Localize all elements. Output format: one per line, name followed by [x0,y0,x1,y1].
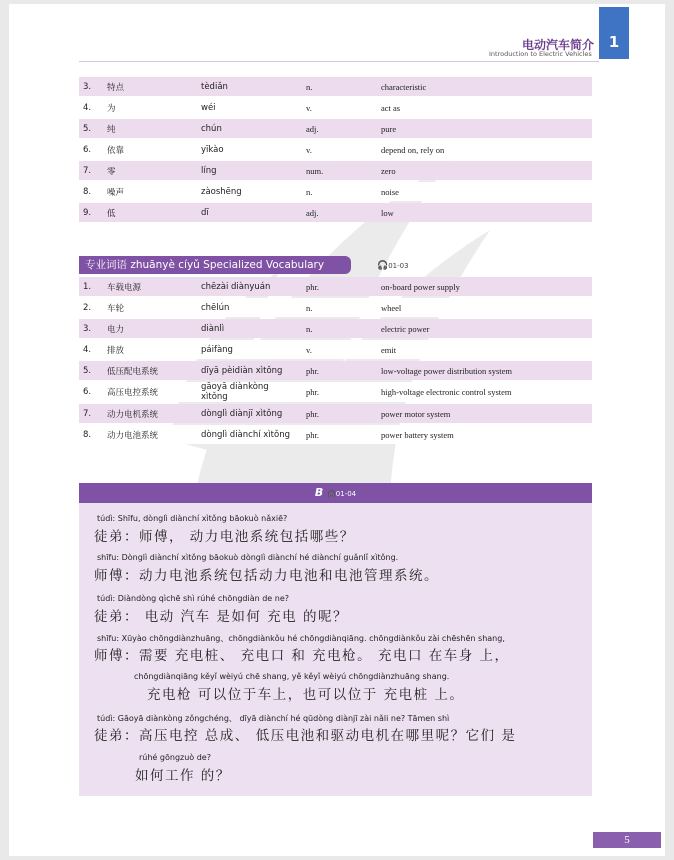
dialog-pinyin-line: rúhé gōngzuò de? [139,753,211,762]
vocab-row: 5. 纯 chún adj. pure [79,119,592,138]
vocab-row: 7. 零 líng num. zero [79,161,592,180]
dialog-chinese-line: 师傅：需要 充电桩、 充电口 和 充电枪。 充电口 在车身 上， [94,648,510,664]
vocab-row: 9. 低 dī adj. low [79,203,592,222]
dialog-chinese-line: 徒弟：师傅， 动力电池系统包括哪些？ [94,529,355,545]
vocab-row: 1. 车载电源 chēzài diànyuán phr. on-board power supply [79,277,592,296]
dialog-pinyin-line: shīfu: Xūyào chōngdiànzhuāng、chōngdiànkǒu hé chōngdiànqiāng. chōngdiànkǒu zài chēshēn shang, [97,634,505,643]
specialized-vocabulary-banner: 专业词语 zhuānyè cíyǔ Specialized Vocabulary [79,256,351,274]
headphones-icon: 🎧 [377,261,389,271]
vocab-row: 6. 依靠 yīkào v. depend on, rely on [79,140,592,159]
dialog-pinyin-line: túdì: Diàndòng qìchē shì rúhé chōngdiàn de ne? [97,594,290,603]
dialog-pinyin-line: túdì: Gāoyā diànkòng zǒngchéng、 dīyā diànchí hé qūdòng diànjī zài nǎli ne? Tāmen shì [97,714,450,723]
vocab-row: 2. 车轮 chēlún n. wheel [79,298,592,317]
vocab-row: 6. 高压电控系统 gāoyā diànkòng xìtǒng phr. high-voltage electronic control system [79,382,592,402]
vocab-row: 8. 噪声 zàoshēng n. noise [79,182,592,201]
vocab-row: 5. 低压配电系统 dīyā pèidiàn xìtǒng phr. low-voltage power distribution system [79,361,592,380]
vocab-row: 4. 为 wéi v. act as [79,98,592,117]
dialog-label: B [314,486,324,499]
vocab-table-specialized [79,275,592,446]
dialog-pinyin-line: túdì: Shīfu, dònglì diànchí xìtǒng bāokuò nǎxiē? [97,514,288,523]
chapter-subtitle: Introduction to Electric Vehicles [489,50,592,58]
dialog-header [79,483,592,503]
page-number: 5 [593,832,661,848]
chapter-title: 电动汽车简介 [522,38,595,52]
dialog-chinese-line: 充电枪 可以位于车上，也可以位于 充电桩 上。 [147,687,465,703]
vocab-row: 7. 动力电机系统 dònglì diànjī xìtǒng phr. power motor system [79,404,592,423]
vocab-row: 8. 动力电池系统 dònglì diànchí xìtǒng phr. power battery system [79,425,592,444]
dialog-chinese-line: 徒弟： 电动 汽车 是如何 充电 的呢？ [94,609,348,625]
vocab-table-general [79,75,592,224]
dialog-chinese-line: 师傅：动力电池系统包括动力电池和电池管理系统。 [94,568,439,584]
dialog-chinese-line: 徒弟：高压电控 总成、 低压电池和驱动电机在哪里呢？它们 是 [94,728,517,744]
dialog-pinyin-line: shīfu: Dònglì diànchí xìtǒng bāokuò dònglì diànchí hé diànchí guǎnlǐ xìtǒng. [97,553,399,562]
vocab-row: 3. 电力 diànlì n. electric power [79,319,592,338]
chapter-number-tab: 1 [599,7,629,59]
dialog-section [79,483,592,796]
vocab-row: 3. 特点 tèdiǎn n. characteristic [79,77,592,96]
audio-track-01-03[interactable]: 🎧01-03 [377,261,409,271]
vocab-row: 4. 排放 páifàng v. emit [79,340,592,359]
dialog-chinese-line: 如何工作 的？ [135,768,231,784]
audio-track-01-04[interactable]: 🎧01-04 [327,490,357,498]
dialog-pinyin-line: chōngdiànqiāng kěyǐ wèiyú chē shang, yě kěyǐ wèiyú chōngdiànzhuāng shang. [134,672,450,681]
headphones-icon: 🎧 [327,490,336,498]
header-divider [79,61,599,62]
